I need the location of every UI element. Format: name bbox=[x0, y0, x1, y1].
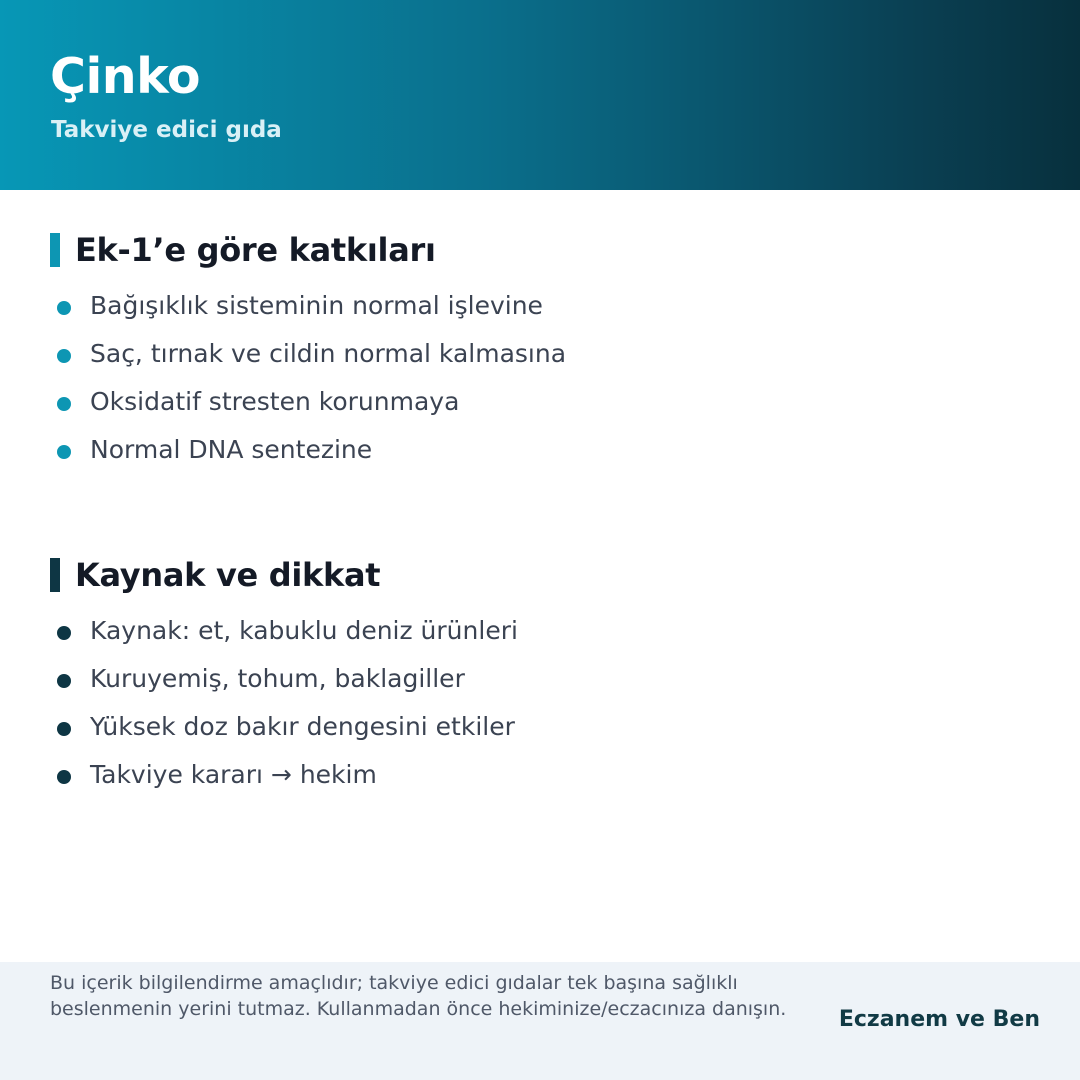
section-accent-bar bbox=[50, 233, 60, 267]
bullet-list bbox=[50, 608, 1030, 800]
section-heading bbox=[50, 230, 1030, 270]
list-item bbox=[50, 704, 1030, 752]
section-sources-caution bbox=[50, 555, 1030, 800]
bullet-list bbox=[50, 283, 1030, 475]
bullet-dot-icon bbox=[57, 397, 71, 411]
list-item-text: Normal DNA sentezine bbox=[90, 435, 373, 464]
list-item bbox=[50, 608, 1030, 656]
bullet-dot-icon bbox=[57, 722, 71, 736]
list-item bbox=[50, 752, 1030, 800]
list-item bbox=[50, 379, 1030, 427]
brand-name: Eczanem ve Ben bbox=[838, 1007, 1040, 1032]
list-item-text: Yüksek doz bakır dengesini etkiler bbox=[90, 712, 515, 741]
page-title: Çinko bbox=[50, 48, 201, 105]
list-item bbox=[50, 283, 1030, 331]
list-item bbox=[50, 427, 1030, 475]
list-item bbox=[50, 656, 1030, 704]
disclaimer-text: Bu içerik bilgilendirme amaçlıdır; takviye edici gıdalar tek başına sağlıklı beslenmenin yerini tutmaz. Kullanmadan önce hekiminize/eczacınıza danışın. bbox=[50, 972, 787, 1020]
section-heading bbox=[50, 555, 1030, 595]
bullet-dot-icon bbox=[57, 349, 71, 363]
section-title: Kaynak ve dikkat bbox=[75, 556, 381, 594]
page-subtitle: Takviye edici gıda bbox=[51, 117, 282, 143]
footer bbox=[0, 962, 1080, 1080]
list-item-text: Bağışıklık sisteminin normal işlevine bbox=[90, 291, 543, 320]
list-item-text: Kaynak: et, kabuklu deniz ürünleri bbox=[90, 616, 518, 645]
section-title: Ek-1’e göre katkıları bbox=[75, 231, 436, 269]
bullet-dot-icon bbox=[57, 626, 71, 640]
bullet-dot-icon bbox=[57, 674, 71, 688]
header-banner bbox=[0, 0, 1080, 190]
list-item-text: Saç, tırnak ve cildin normal kalmasına bbox=[90, 339, 567, 368]
list-item-text: Takviye kararı → hekim bbox=[90, 760, 377, 789]
section-accent-bar bbox=[50, 558, 60, 592]
list-item-text: Oksidatif stresten korunmaya bbox=[90, 387, 460, 416]
bullet-dot-icon bbox=[57, 445, 71, 459]
bullet-dot-icon bbox=[57, 770, 71, 784]
section-contributions bbox=[50, 230, 1030, 475]
list-item-text: Kuruyemiş, tohum, baklagiller bbox=[90, 664, 465, 693]
list-item bbox=[50, 331, 1030, 379]
bullet-dot-icon bbox=[57, 301, 71, 315]
